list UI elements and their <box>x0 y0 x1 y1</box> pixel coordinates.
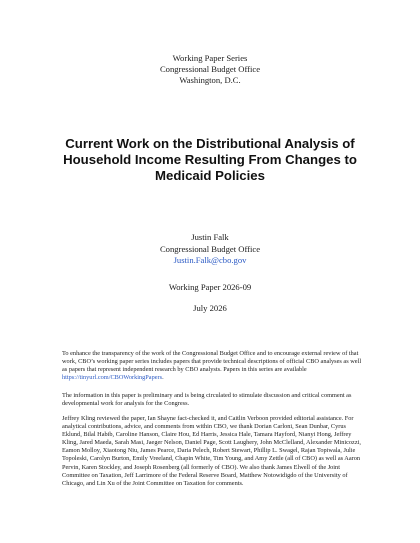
series-header <box>0 53 420 86</box>
acknowledgments-paragraph: Jeffrey Kling reviewed the paper, Ian Shayne fact-checked it, and Caitlin Verboon provided editorial assistance. For analytical contributions, advice, and comments from within CBO, we thank Dorian Carloni, Sean Dunbar, Cyrus Eklund, Bilal Habib, Caroline Hanson, Claire Hou, Ed Harris, Jessica Hale, Tamara Hayford, Nianyi Hong, Jeffrey Kling, Jared Maeda, Sarah Masi, Jaeger Nelson, Daniel Page, Scott Laughery, John McClelland, Alexander Minicozzi, Eamon Molloy, Xiaotong Niu, James Pearce, Daria Pelech, Robert Stewart, Phillip L. Swagel, Rajan Topiwala, Julie Topoleski, Carolyn Burton, Emily Vreeland, Chapin White, Tim Young, and Amy Zettle (all of CBO) as well as Aaron Pervin, Karen Stockley, and Joseph Rosenberg (all formerly of CBO). We also thank James Elwell of the Joint Committee on Taxation, Jeff Larrimore of the Federal Reserve Board, Matthew Notowidigdo of the University of Chicago, and Lin Xu of the Joint Committee on Taxation for comments. <box>62 415 361 487</box>
paper-date: July 2026 <box>193 303 227 313</box>
preliminary-paragraph: The information in this paper is preliminary and is being circulated to stimulate discussion and critical comment as developmental work for analysis for the Congress. <box>62 392 352 408</box>
location: Washington, D.C. <box>179 75 241 85</box>
title-line-2: Household Income Resulting From Changes to <box>63 152 357 167</box>
paper-number: Working Paper 2026-09 <box>168 282 252 292</box>
transparency-paragraph <box>62 350 362 382</box>
transparency-text: To enhance the transparency of the work of the Congressional Budget Office and to encourage external review of that work, CBO’s working paper series includes papers that provide technical descriptions of official CBO analyses as well as papers that represent independent research by CBO analysts. Papers in this series are available <box>62 350 362 374</box>
paper-title <box>40 136 380 184</box>
title-line-3: Medicaid Policies <box>155 168 265 183</box>
author-name: Justin Falk <box>191 232 229 242</box>
author-email-link[interactable]: Justin.Falk@cbo.gov <box>173 255 247 265</box>
author-affiliation: Congressional Budget Office <box>159 243 261 254</box>
working-papers-link[interactable]: https://tinyurl.com/CBOWorkingPapers <box>62 374 163 382</box>
transparency-end: . <box>162 374 164 382</box>
org-name: Congressional Budget Office <box>159 64 261 74</box>
series-name: Working Paper Series <box>172 53 248 63</box>
title-line-1: Current Work on the Distributional Analysis of <box>65 136 355 151</box>
author-block <box>0 232 420 267</box>
